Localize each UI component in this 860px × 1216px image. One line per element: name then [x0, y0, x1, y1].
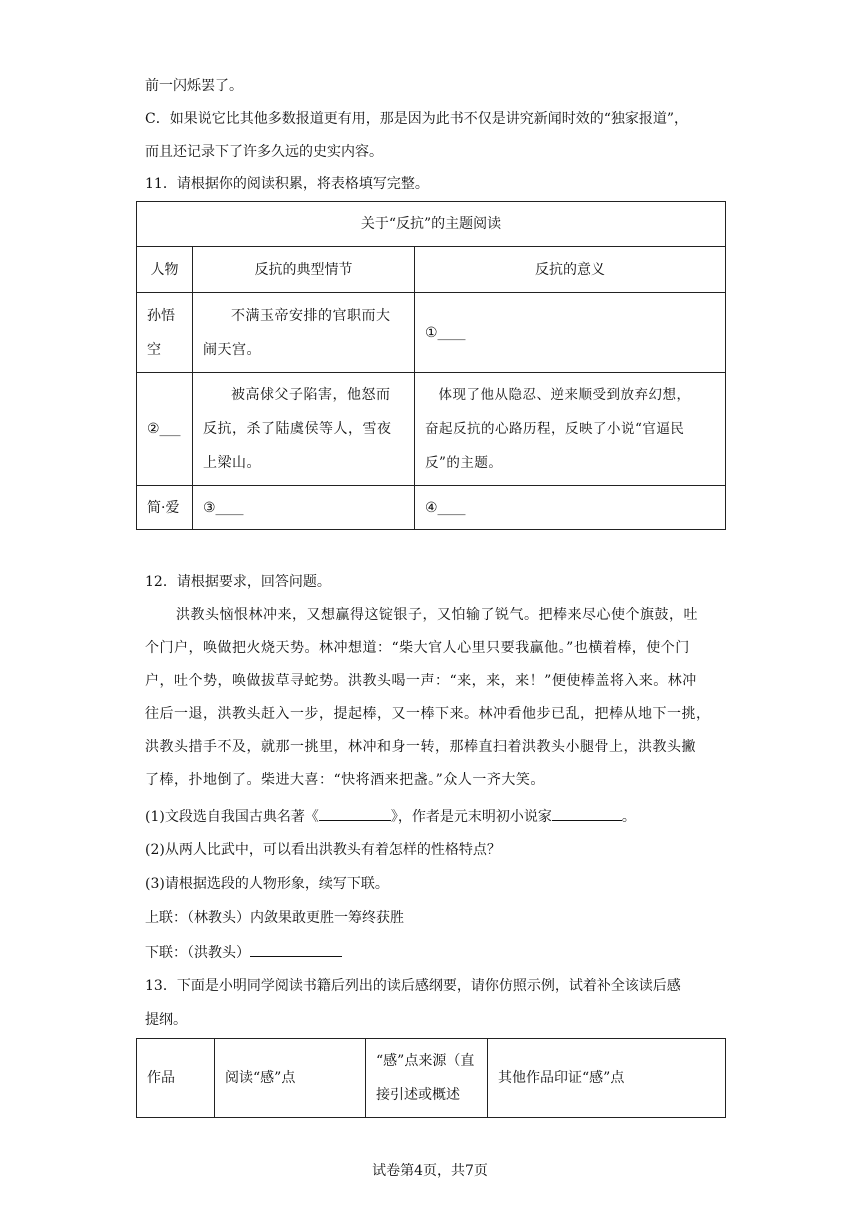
answer-blank-3: ③____	[203, 499, 244, 516]
header-other-works: 其他作品印证“感”点	[488, 1039, 726, 1118]
header-source-line: “感”点来源（直	[376, 1053, 475, 1069]
couplet-first-line: 上联：（林教头）内敛果敢更胜一筹终获胜	[145, 910, 404, 926]
plot-cell-line: 反抗，杀了陆虞侯等人，雪夜	[203, 421, 392, 437]
passage-line: 个门户，唤做把火烧天势。林冲想道：“柴大官人心里只要我赢他。”也横着棒，使个门	[145, 640, 690, 656]
sub-question-3: (3)请根据选段的人物形象，续写下联。	[145, 876, 389, 892]
option-c-line: C．如果说它比其他多数报道更有用，那是因为此书不仅是讲究新闻时效的“独家报道”，	[145, 111, 689, 127]
question-13-prompt: 13．下面是小明同学阅读书籍后列出的读后感纲要，请你仿照示例，试着补全该读后感	[145, 978, 681, 994]
plot-cell-line: 闹天宫。	[203, 341, 261, 358]
header-person: 人物	[137, 247, 193, 293]
author-blank[interactable]	[552, 806, 622, 821]
meaning-cell-line: 体现了他从隐忍、逆来顺受到放弃幻想，	[438, 387, 691, 403]
sub-question-2: (2)从两人比武中，可以看出洪教头有着怎样的性格特点？	[145, 842, 501, 858]
passage-line: 了棒，扑地倒了。柴进大喜：“快将酒来把盏。”众人一齐大笑。	[145, 772, 545, 788]
table-title: 关于“反抗”的主题阅读	[137, 202, 726, 247]
person-cell-line: 简·爱	[147, 499, 180, 516]
answer-blank-2: ②___	[147, 421, 181, 437]
reading-notes-table	[136, 1038, 726, 1118]
passage-line: 洪教头措手不及，就那一挑里，林冲和身一转，那棒直扫着洪教头小腿骨上，洪教头撇	[145, 739, 696, 755]
meaning-cell-line: 反”的主题。	[425, 455, 503, 471]
plot-cell-line: 上梁山。	[203, 455, 261, 471]
header-plot: 反抗的典型情节	[193, 247, 415, 293]
page-footer: 试卷第4页，共7页	[372, 1163, 488, 1179]
sub-question-1-end: 。	[621, 809, 636, 825]
couplet-second-line	[145, 942, 342, 963]
header-reading-point: 阅读“感”点	[215, 1039, 366, 1118]
passage-line: 洪教头恼恨林冲来，又想赢得这锭银子，又怕输了锐气。把棒来尽心使个旗鼓，吐	[176, 607, 698, 623]
person-cell-line: 空	[147, 341, 161, 358]
question-11-prompt: 11．请根据你的阅读积累，将表格填写完整。	[145, 176, 429, 192]
plot-cell-line: 不满玉帝安排的官职而大	[231, 307, 391, 324]
header-source-line: 接引述或概述	[376, 1087, 460, 1103]
sub-question-1-text: 》，作者是元末明初小说家	[390, 809, 552, 825]
rebellion-theme-table	[136, 201, 726, 530]
header-meaning: 反抗的意义	[415, 247, 726, 293]
answer-blank-4: ④____	[425, 499, 466, 516]
table-row	[137, 293, 726, 373]
couplet-second-label: 下联：（洪教头）	[145, 945, 250, 961]
header-work: 作品	[137, 1039, 215, 1118]
passage-line: 往后一退，洪教头赶入一步，提起棒，又一棒下来。林冲看他步已乱，把棒从地下一挑，	[145, 706, 711, 722]
table-row	[137, 486, 726, 530]
text-line: 而且还记录下了许多久远的史实内容。	[145, 144, 383, 160]
table-row	[137, 373, 726, 486]
answer-blank-1: ①____	[425, 324, 466, 341]
plot-cell-line: 被高俅父子陷害，他怒而	[231, 387, 391, 403]
text-line: 前一闪烁罢了。	[145, 78, 243, 94]
meaning-cell-line: 奋起反抗的心路历程，反映了小说“官逼民	[425, 421, 685, 437]
book-title-blank[interactable]	[319, 806, 391, 821]
passage-line: 户，吐个势，唤做拔草寻蛇势。洪教头喝一声：“来，来，来！”便使棒盖将入来。林冲	[145, 673, 697, 689]
question-13-prompt: 提纲。	[145, 1012, 187, 1028]
person-cell-line: 孙悟	[147, 307, 175, 324]
question-12-prompt: 12．请根据要求，回答问题。	[145, 574, 331, 590]
sub-question-1-text: (1)文段选自我国古典名著《	[145, 809, 319, 825]
sub-question-1	[145, 806, 636, 827]
couplet-answer-blank[interactable]	[250, 942, 342, 957]
